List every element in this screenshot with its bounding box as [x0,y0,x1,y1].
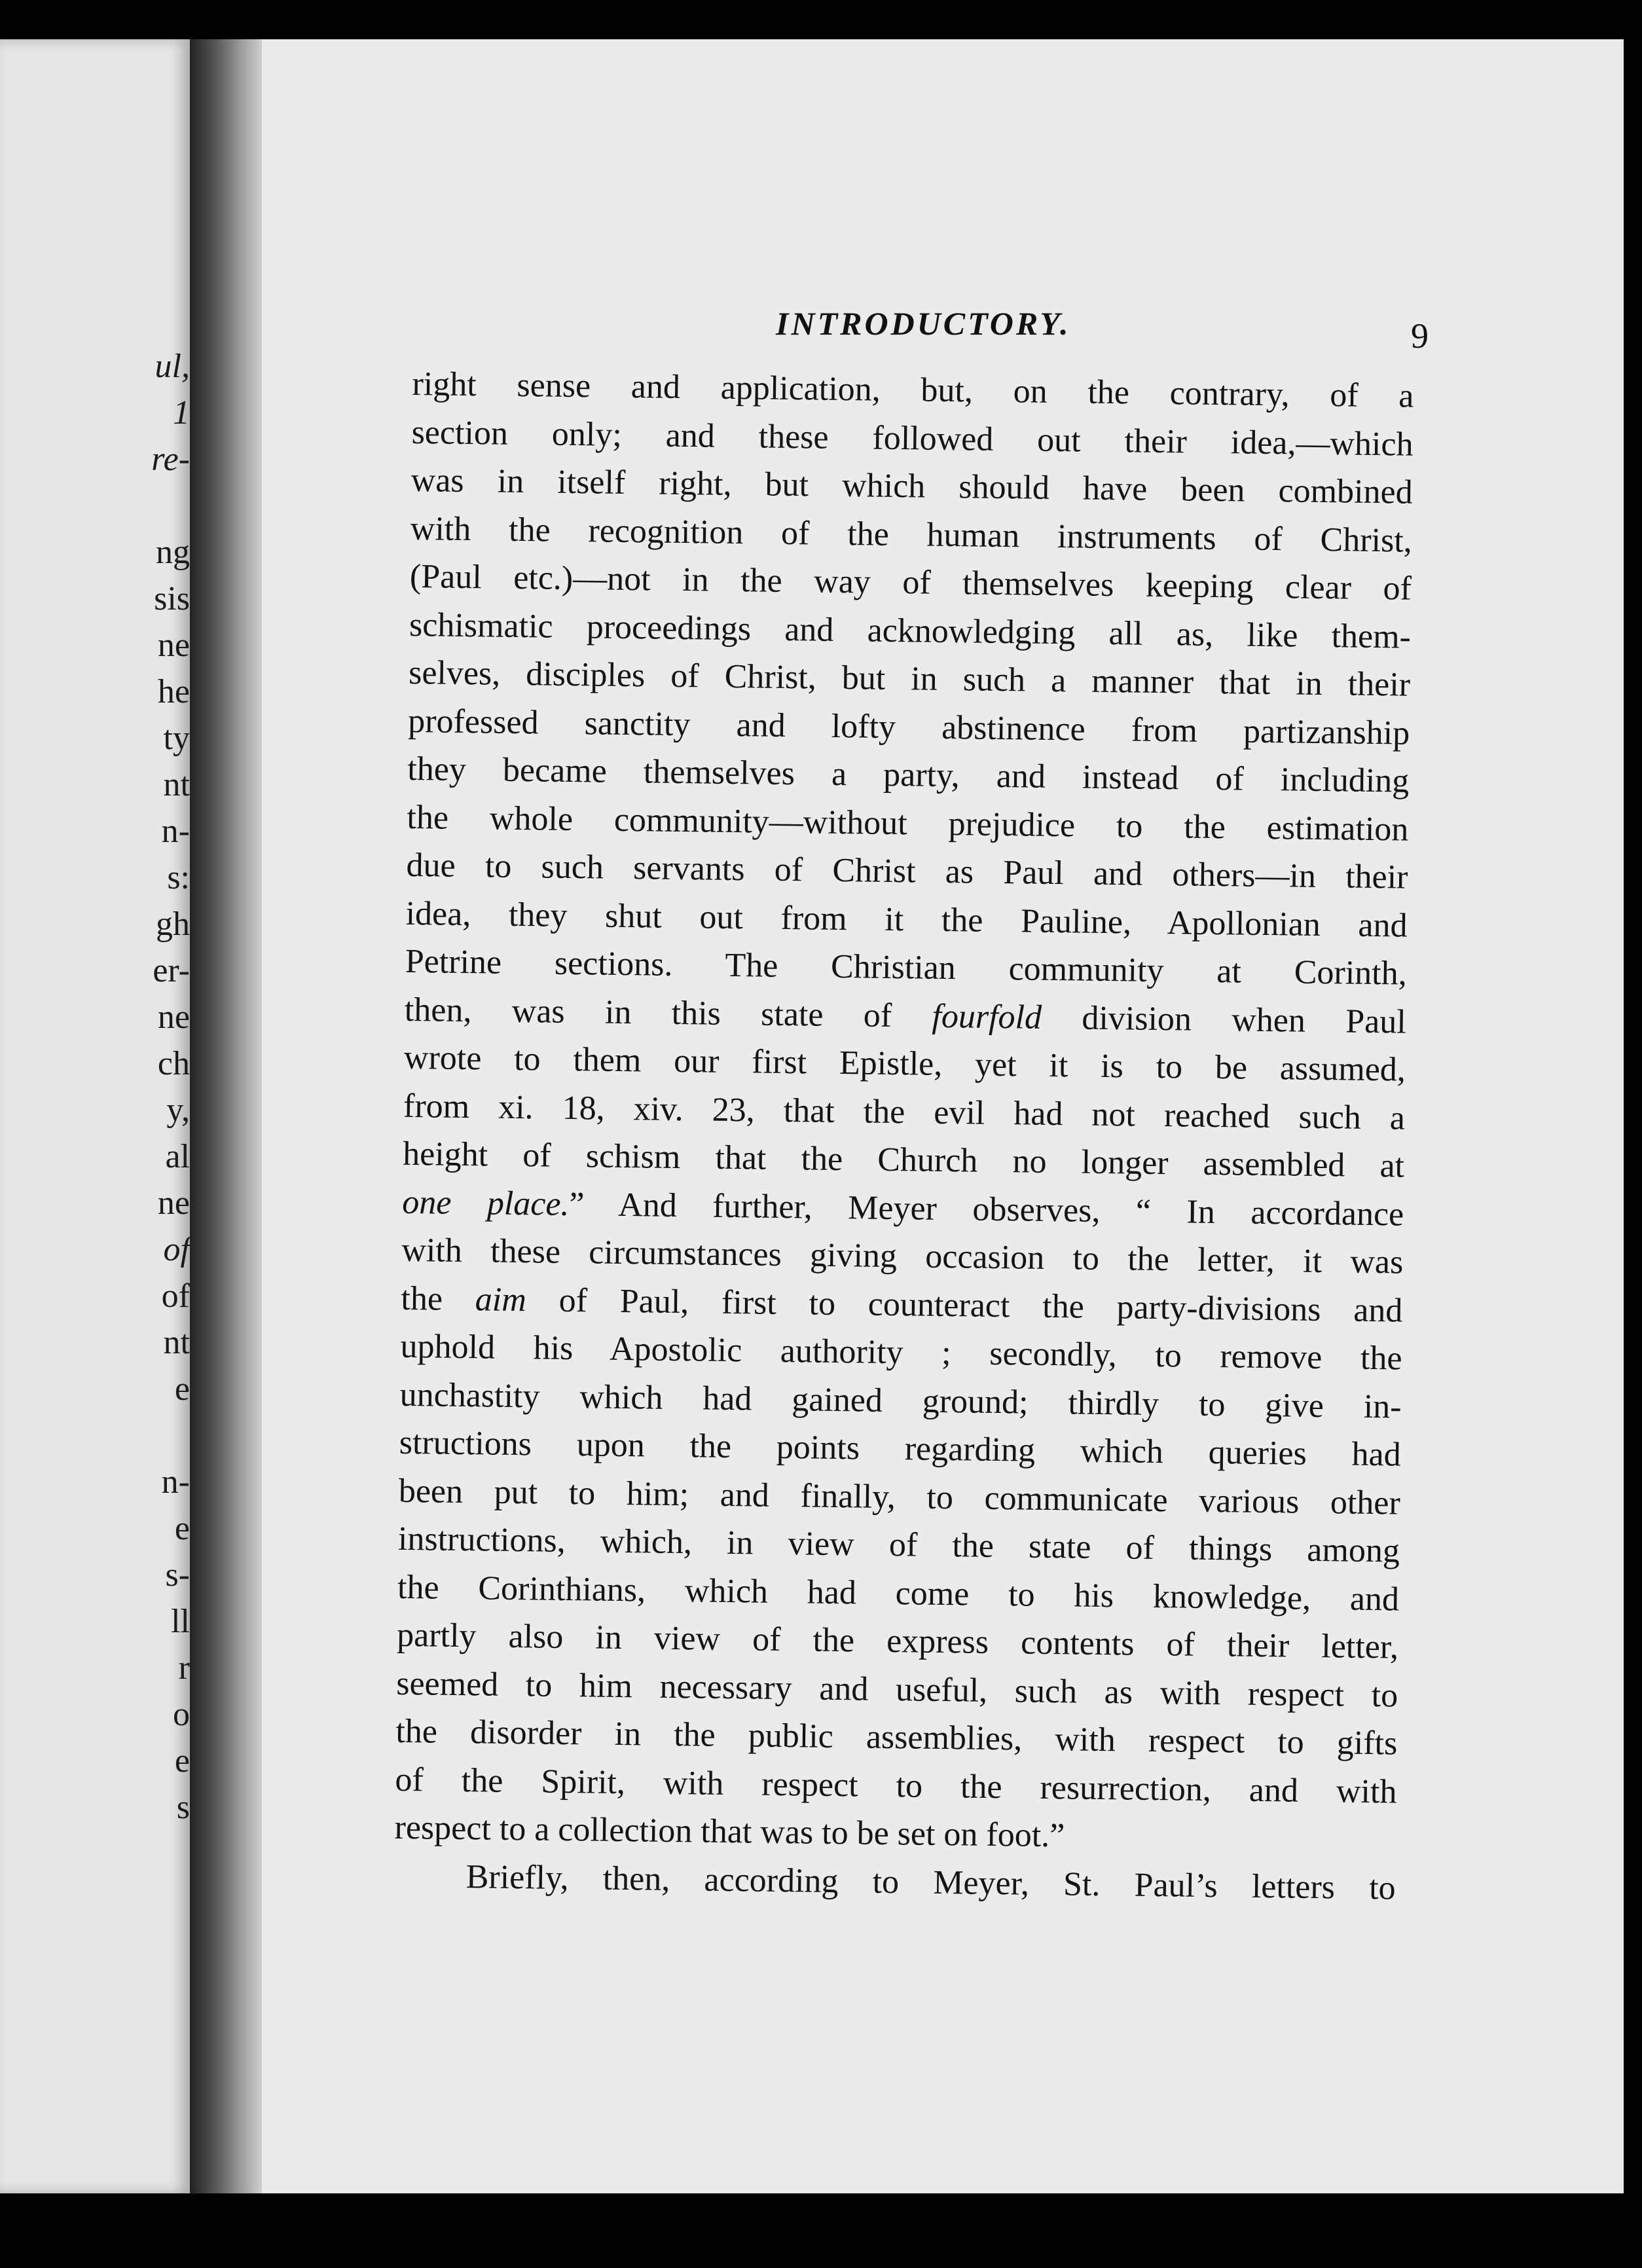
text-segment: Petrine sections. The Christian community at Corinth, [405,942,1408,993]
italic-text: aim [475,1280,527,1319]
text-segment: ” And further, Meyer observes, “ In accordance [569,1185,1404,1234]
text-segment: wrote to them our first Epistle, yet it is to be assumed, [403,1038,1406,1089]
text-segment: the disorder in the public assemblies, with respect to gifts [395,1712,1398,1763]
left-facing-page [0,39,190,2193]
left-page-fragment: s [176,1789,190,1826]
left-page-fragment: ch [157,1045,190,1082]
text-segment: professed sanctity and lofty abstinence from partizanship [407,702,1410,752]
body-text [393,360,1414,1912]
text-segment: structions upon the points regarding which queries had [399,1423,1402,1474]
text-segment: division when Paul [1041,998,1407,1041]
italic-text: one place. [401,1183,570,1223]
left-page-fragment: s- [165,1556,190,1594]
left-page-fragment: er- [153,952,190,989]
left-page-fragment: e [174,1370,190,1408]
text-segment: from xi. 18, xiv. 23, that the evil had not reached such a [403,1087,1406,1137]
text-segment: selves, disciples of Christ, but in such a manner that in their [408,653,1411,704]
left-page-fragment: r [178,1649,190,1687]
left-page-fragment: ty [163,720,190,757]
left-page-fragment: ne [157,1184,190,1222]
text-segment: then, was in this state of [404,991,932,1035]
left-page-fragment: e [174,1510,190,1547]
right-page [262,39,1624,2193]
running-head: INTRODUCTORY. [776,305,1071,342]
text-segment: been put to him; and finally, to communicate various other [398,1472,1401,1522]
left-page-fragment: gh [156,905,190,943]
text-segment: instructions, which, in view of the state of things among [397,1520,1400,1570]
left-page-fragment: e [174,1742,190,1780]
text-segment: due to such servants of Christ as Paul and others—in their [406,846,1408,896]
left-page-fragment: n- [161,1463,190,1501]
left-page-fragment: n- [161,813,190,850]
text-segment: the [401,1279,476,1318]
left-page-fragment: sis [154,580,190,617]
left-page-fragment: ul, [155,348,190,385]
text-segment: seemed to him necessary and useful, such as with respect to [395,1664,1398,1715]
text-segment: the Corinthians, which had come to his knowledge, and [397,1568,1400,1619]
left-page-fragment: of [163,1231,190,1268]
text-segment: height of schism that the Church no longer assembled at [402,1135,1405,1185]
left-page-fragment: nt [163,1324,190,1361]
text-segment: with the recognition of the human instruments of Christ, [410,509,1413,560]
text-segment: section only; and these followed out their idea,—which [411,413,1414,464]
page-number: 9 [1411,316,1429,356]
text-segment: with these circumstances giving occasion to the letter, it was [401,1231,1404,1281]
book-gutter [190,39,262,2193]
text-segment: idea, they shut out from it the Pauline, Apollonian and [405,894,1408,945]
left-page-fragment: nt [163,766,190,803]
text-segment: respect to a collection that was to be set on foot.” [394,1808,1065,1855]
text-segment: the whole community—without prejudice to the estimation [407,798,1409,849]
text-segment: of the Spirit, with respect to the resurrection, and with [395,1761,1397,1811]
left-page-fragment: he [157,673,190,710]
left-page-fragment: of [161,1277,190,1315]
text-segment: was in itself right, but which should have been combined [410,461,1413,511]
left-page-fragment: ll [171,1603,190,1640]
left-page-fragment: ne [157,998,190,1036]
left-page-fragment: o [173,1696,190,1733]
text-segment: they became themselves a party, and instead of including [407,750,1410,800]
text-segment: right sense and application, but, on the contrary, of a [412,365,1414,415]
left-page-fragment: ne [157,627,190,664]
text-segment: (Paul etc.)—not in the way of themselves keeping clear of [409,557,1412,608]
text-segment: of Paul, first to counteract the party-divisions and [526,1281,1403,1330]
text-segment: Briefly, then, according to Meyer, St. Paul’s letters to [465,1857,1396,1907]
text-segment: uphold his Apostolic authority ; secondly, to remove the [400,1327,1402,1378]
text-segment: unchastity which had gained ground; thirdly to give in- [399,1376,1402,1426]
left-page-fragment: y, [166,1091,190,1129]
left-page-fragment: s: [167,859,190,896]
left-page-fragment: ng [156,534,190,571]
left-page-fragment: re- [151,441,190,478]
left-page-fragment: 1 [173,394,190,431]
left-page-fragment: al [165,1138,190,1175]
text-segment: partly also in view of the express contents of their letter, [396,1616,1399,1666]
text-segment: schismatic proceedings and acknowledging all as, like them- [409,606,1412,656]
italic-text: fourfold [932,997,1042,1036]
